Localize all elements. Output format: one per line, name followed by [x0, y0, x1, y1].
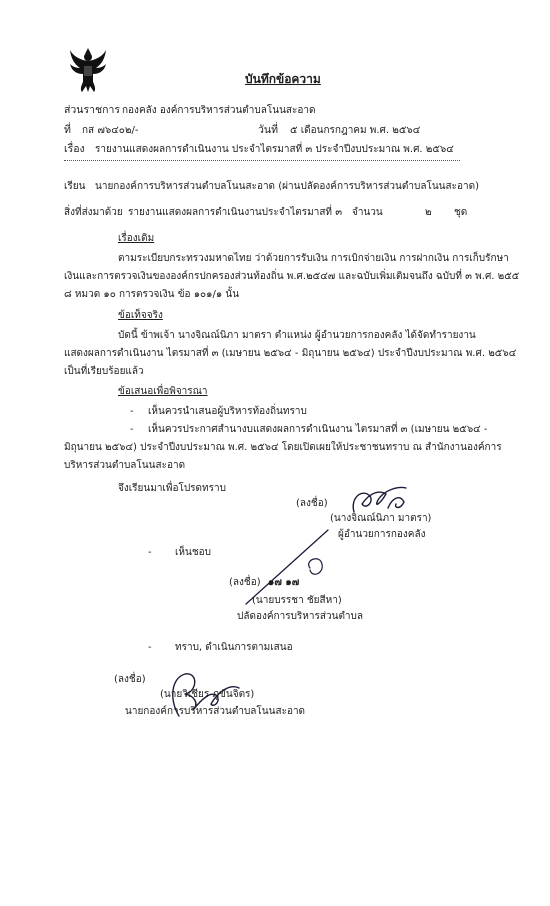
signature-2-bullet: -	[148, 547, 152, 558]
background-heading: เรื่องเดิม	[118, 233, 155, 244]
reference-value: กส ๗๖๔๐๒/-	[82, 125, 139, 136]
enclosure-value: รายงานแสดงผลการดำเนินงานประจำไตรมาสที่ ๓	[128, 207, 343, 218]
memo-title: บันทึกข้อความ	[245, 72, 321, 86]
signature-1-label: (ลงชื่อ)	[296, 498, 328, 509]
signature-3-position: นายกองค์การบริหารส่วนตำบลโนนสะอาด	[125, 706, 306, 717]
facts-line-3: เป็นที่เรียบร้อยแล้ว	[64, 366, 144, 377]
subject-value: รายงานแสดงผลการดำเนินงาน ประจำไตรมาสที่ ๓ ประจำปีงบประมาณ พ.ศ. ๒๕๖๔	[95, 144, 454, 155]
facts-line-1: บัดนี้ ข้าพเจ้า นางจิณณ์นิภา มาตรา ตำแหน่ง ผู้อำนวยการกองคลัง ได้จัดทำรายงาน	[118, 330, 476, 341]
proposal-heading: ข้อเสนอเพื่อพิจารณา	[118, 386, 208, 397]
signature-2-name: (นายบรรชา ชัยสีหา)	[252, 595, 342, 606]
header-divider	[64, 160, 460, 161]
subject-label: เรื่อง	[64, 143, 85, 155]
signature-2-initials: ๑๗ ๑๗	[268, 577, 300, 588]
background-line-2: เงินและการตรวจเงินขององค์กรปกครองส่วนท้องถิ่น พ.ศ.๒๕๔๗ และฉบับเพิ่มเติมจนถึง ฉบับที่ ๓ พ.ศ. ๒๕๕	[64, 271, 520, 282]
signature-2-note: เห็นชอบ	[175, 547, 211, 558]
signature-3-note: ทราบ, ดำเนินการตามเสนอ	[175, 642, 293, 653]
signature-3-label: (ลงชื่อ)	[114, 674, 146, 685]
signature-3-bullet: -	[148, 642, 152, 653]
enclosure-label: สิ่งที่ส่งมาด้วย	[64, 207, 123, 218]
agency-value: กองคลัง องค์การบริหารส่วนตำบลโนนสะอาด	[122, 105, 316, 116]
background-line-1: ตามระเบียบกระทรวงมหาดไทย ว่าด้วยการรับเงิน การเบิกจ่ายเงิน การฝากเงิน การเก็บรักษา	[118, 253, 509, 264]
proposal-item-2-line-1: เห็นควรประกาศสำนางบแสดงผลการดำเนินงาน ไตรมาสที่ ๓ (เมษายน ๒๕๖๔ -	[148, 424, 488, 435]
proposal-bullet-2: -	[130, 424, 134, 435]
proposal-item-1: เห็นควรนำเสนอผู้บริหารท้องถิ่นทราบ	[148, 406, 307, 417]
reference-label: ที่	[64, 124, 71, 136]
signature-1-name: (นางจิณณ์นิภา มาตรา)	[330, 513, 432, 524]
garuda-emblem-icon	[68, 46, 108, 94]
agency-label: ส่วนราชการ	[64, 104, 121, 116]
date-label: วันที่	[258, 124, 278, 136]
facts-line-2: แสดงผลการดำเนินงาน ไตรมาสที่ ๓ (เมษายน ๒๕๖๔ - มิถุนายน ๒๕๖๔) ประจำปีงบประมาณ พ.ศ. ๒๕๖๔	[64, 348, 517, 359]
to-label: เรียน	[64, 181, 86, 192]
background-line-3: ๘ หมวด ๑๐ การตรวจเงิน ข้อ ๑๐๑/๑ นั้น	[64, 289, 240, 300]
proposal-item-2-line-3: บริหารส่วนตำบลโนนสะอาด	[64, 460, 186, 471]
signature-3-name: (นายวิเชียร ภูขันจิตร)	[160, 689, 255, 700]
proposal-bullet-1: -	[130, 406, 134, 417]
to-value: นายกองค์การบริหารส่วนตำบลโนนสะอาด (ผ่านปลัดองค์การบริหารส่วนตำบลโนนสะอาด)	[95, 181, 480, 192]
date-value: ๕ เดือนกรกฎาคม พ.ศ. ๒๕๖๔	[290, 125, 421, 136]
proposal-item-2-line-2: มิถุนายน ๒๕๖๔) ประจำปีงบประมาณ พ.ศ. ๒๕๖๔ โดยเปิดเผยให้ประชาชนทราบ ณ สำนักงานองค์การ	[64, 442, 502, 453]
signature-2-label: (ลงชื่อ)	[229, 577, 261, 588]
signature-2-position: ปลัดองค์การบริหารส่วนตำบล	[237, 611, 364, 622]
amount-value: ๒	[425, 207, 432, 218]
amount-label: จำนวน	[352, 207, 383, 218]
amount-unit: ชุด	[454, 207, 468, 218]
closing-text: จึงเรียนมาเพื่อโปรดทราบ	[118, 483, 226, 494]
facts-heading: ข้อเท็จจริง	[118, 310, 163, 321]
signature-1-position: ผู้อำนวยการกองคลัง	[338, 529, 426, 540]
